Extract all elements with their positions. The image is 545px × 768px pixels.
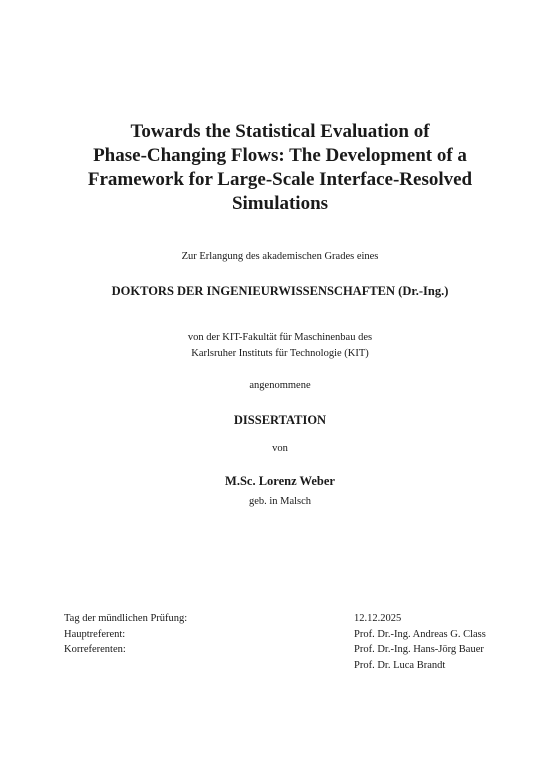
author-name: M.Sc. Lorenz Weber [225, 474, 335, 488]
degree-title: DOKTORS DER INGENIEURWISSENSCHAFTEN (Dr.-Ing.) [111, 284, 449, 298]
faculty-line: von der KIT-Fakultät für Maschinenbau des [187, 332, 373, 343]
title-line: Simulations [231, 193, 329, 214]
co-referee-value: Prof. Dr.-Ing. Hans-Jörg Bauer [354, 644, 484, 655]
main-referee-label: Hauptreferent: [64, 629, 126, 640]
faculty-line: Karlsruher Instituts für Technologie (KIT) [191, 348, 369, 359]
accepted-text: angenommene [249, 380, 311, 391]
co-referee-value: Prof. Dr. Luca Brandt [354, 660, 446, 671]
main-referee-value: Prof. Dr.-Ing. Andreas G. Class [354, 629, 486, 640]
exam-date-value: 12.12.2025 [354, 613, 402, 624]
birthplace: geb. in Malsch [248, 496, 312, 507]
thesis-title [40, 120, 520, 216]
title-line: Framework for Large-Scale Interface-Resolved [87, 169, 473, 190]
document-type: DISSERTATION [233, 413, 327, 427]
title-line: Phase-Changing Flows: The Development of a [93, 145, 467, 166]
exam-date-label: Tag der mündlichen Prüfung: [64, 613, 188, 624]
co-referees-label: Korreferenten: [64, 644, 126, 655]
by-text: von [272, 443, 288, 454]
title-line: Towards the Statistical Evaluation of [130, 121, 430, 142]
degree-purpose: Zur Erlangung des akademischen Grades eines [181, 251, 379, 262]
